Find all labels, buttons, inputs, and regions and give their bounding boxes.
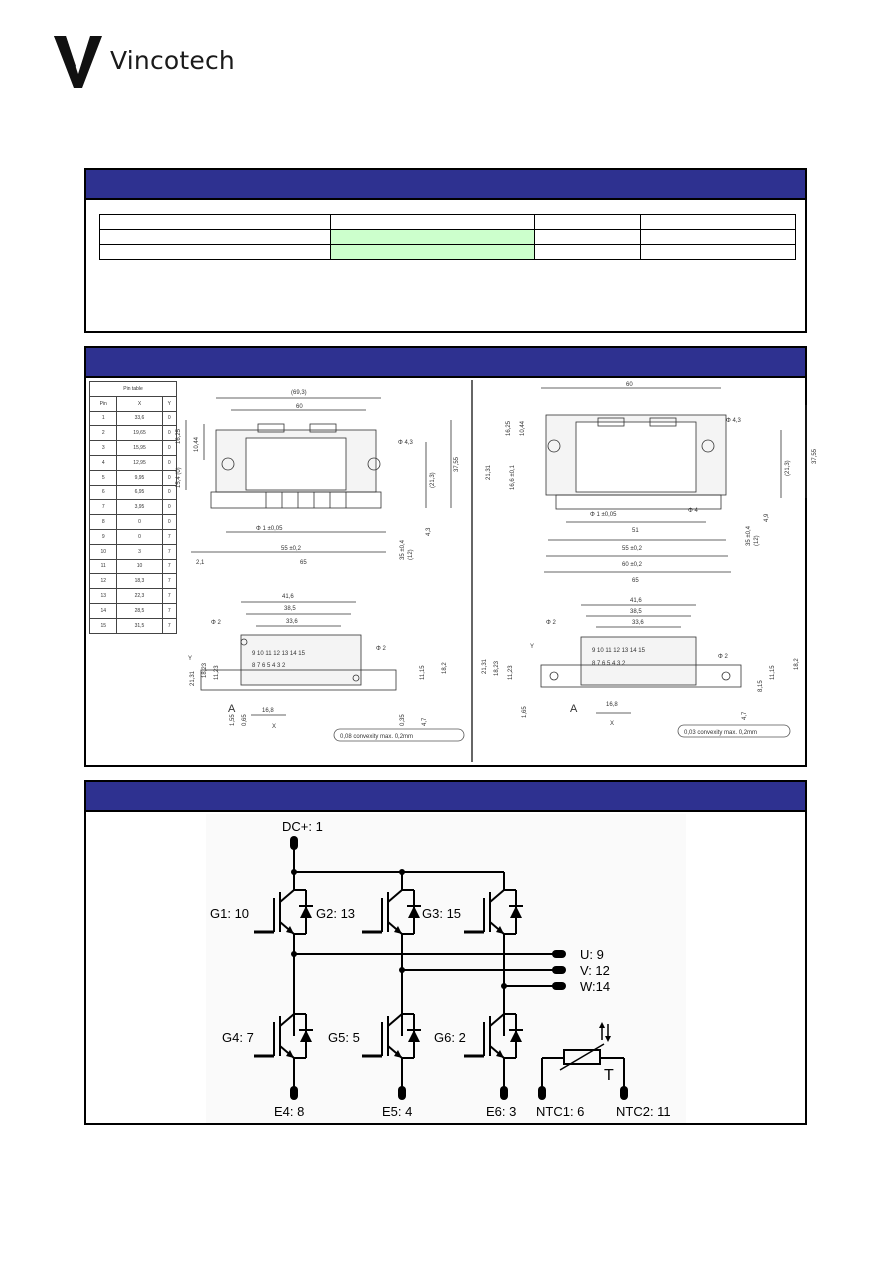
dim-text: 11,23 <box>508 665 514 680</box>
label-g6: G6: 2 <box>434 1030 466 1045</box>
dim-text: 37,55 <box>454 456 460 472</box>
table-cell <box>641 230 796 245</box>
dim-text: 1,65 <box>522 706 528 718</box>
dim-text: 16,6 ±0,1 <box>510 465 516 490</box>
dim-text: 2,1 <box>196 560 205 566</box>
dim-text: 38,5 <box>284 606 296 612</box>
dim-text: 18,2 <box>794 658 800 670</box>
dim-text: 41,6 <box>282 594 294 600</box>
label-e5: E5: 4 <box>382 1104 413 1119</box>
dim-text: 18,23 <box>494 660 500 676</box>
dim-text: 18,2 <box>442 662 448 674</box>
dim-text: 18,23 <box>202 662 208 678</box>
table-cell: 14 <box>90 603 117 618</box>
right-top-view <box>541 388 806 572</box>
dim-text: Φ 1 ±0,05 <box>590 512 617 518</box>
dim-text: 16,8 <box>262 708 274 714</box>
table-cell: 6 <box>90 485 117 500</box>
dim-text: A <box>228 703 236 715</box>
label-u: U: 9 <box>580 947 604 962</box>
table-cell: 15,95 <box>117 441 162 456</box>
table-cell <box>100 215 331 230</box>
table-cell: 0 <box>162 426 176 441</box>
table-cell <box>641 215 796 230</box>
dim-text: 41,6 <box>630 598 642 604</box>
dim-text: 4,7 <box>742 711 748 720</box>
dim-text: 16,8 <box>606 702 618 708</box>
convexity-note: 0,03 convexity max. 0,2mm <box>684 730 758 736</box>
pin-table-header: Y <box>162 396 176 411</box>
table-cell: 1 <box>90 411 117 426</box>
table-row <box>100 215 796 230</box>
dim-text: 55 ±0,2 <box>622 546 642 552</box>
dim-text: Φ 2 <box>546 620 556 626</box>
pin-labels: 9 10 11 12 13 14 15 <box>252 651 305 657</box>
dim-text: 65 <box>300 560 307 566</box>
convexity-note: 0,08 convexity max. 0,2mm <box>340 734 414 740</box>
label-t: T <box>604 1067 614 1084</box>
dim-text: Φ 4,3 <box>726 418 741 424</box>
dim-text: X <box>610 721 615 727</box>
dim-text: 8,15 <box>758 680 764 692</box>
dim-text: (21,3) <box>430 472 436 488</box>
table-cell: 3 <box>117 544 162 559</box>
label-e4: E4: 8 <box>274 1104 305 1119</box>
table-cell: 0 <box>162 470 176 485</box>
dim-text: 11,23 <box>214 665 220 680</box>
table-cell: 3,95 <box>117 500 162 515</box>
label-w: W:14 <box>580 979 611 994</box>
circuit-diagram <box>86 814 805 1123</box>
dim-text: A <box>570 703 578 715</box>
label-g4: G4: 7 <box>222 1030 254 1045</box>
table-cell: 6,95 <box>117 485 162 500</box>
dim-text: Y <box>530 644 535 650</box>
label-ntc1: NTC1: 6 <box>536 1104 585 1119</box>
table-cell: 4 <box>90 455 117 470</box>
circuit-panel-header <box>86 782 805 812</box>
dim-text: 4,3 <box>426 527 432 536</box>
dim-text: 4,7 <box>422 717 428 726</box>
pin-labels: 9 10 11 12 13 14 15 <box>592 648 645 654</box>
outline-panel-header <box>86 348 805 378</box>
table-cell <box>641 245 796 260</box>
dim-text: 55 ±0,2 <box>281 546 301 552</box>
table-cell: 9 <box>90 529 117 544</box>
table-cell: 0 <box>162 455 176 470</box>
table-cell: 0 <box>162 515 176 530</box>
dim-text: (12) <box>408 549 414 560</box>
left-top-view <box>186 398 451 552</box>
table-cell <box>535 245 641 260</box>
table-cell <box>100 230 331 245</box>
dim-text: Y <box>188 656 193 662</box>
ordering-panel-header <box>86 170 805 200</box>
dim-text: 15,4 (0) <box>176 467 182 488</box>
dim-text: 1,55 <box>230 714 236 726</box>
table-cell: 7 <box>162 544 176 559</box>
label-v: V: 12 <box>580 963 610 978</box>
table-cell: 19,65 <box>117 426 162 441</box>
vincotech-logo-mark <box>52 34 104 90</box>
label-ntc2: NTC2: 11 <box>616 1104 671 1119</box>
table-cell: 7 <box>162 618 176 633</box>
dim-text: 0,35 <box>400 714 406 726</box>
table-cell: 7 <box>90 500 117 515</box>
dim-text: 35 ±0,4 <box>400 540 406 560</box>
dim-text: 33,6 <box>632 620 644 626</box>
dim-text: (12) <box>754 535 760 546</box>
pin-table-header: Pin <box>90 396 117 411</box>
outline-drawing-svg <box>86 380 818 765</box>
dim-text: 33,6 <box>286 619 298 625</box>
label-e6: E6: 3 <box>486 1104 517 1119</box>
dim-text: 60 <box>626 382 633 388</box>
circuit-diagram-panel <box>84 780 807 1125</box>
table-cell-highlight <box>331 245 535 260</box>
pin-table-title: Pin table <box>90 382 177 397</box>
table-cell: 0 <box>117 515 162 530</box>
table-cell: 7 <box>162 589 176 604</box>
table-cell: 13 <box>90 589 117 604</box>
table-cell: 12 <box>90 574 117 589</box>
table-cell: 10 <box>117 559 162 574</box>
dim-text: X <box>272 724 277 730</box>
pin-labels: 8 7 6 5 4 3 2 <box>592 661 626 667</box>
dim-text: 16,25 <box>506 420 512 436</box>
table-cell: 11 <box>90 559 117 574</box>
table-row <box>100 245 796 260</box>
dim-text: Φ 2 <box>211 620 221 626</box>
ordering-table <box>99 214 796 260</box>
table-cell: 0 <box>162 441 176 456</box>
table-cell: 31,5 <box>117 618 162 633</box>
dim-text: 16,25 <box>176 428 182 444</box>
table-cell: 18,3 <box>117 574 162 589</box>
label-g1: G1: 10 <box>210 906 250 921</box>
label-dc-plus: DC+: 1 <box>282 819 323 834</box>
label-g5: G5: 5 <box>328 1030 360 1045</box>
dim-text: Φ 4,3 <box>398 440 413 446</box>
table-cell: 28,5 <box>117 603 162 618</box>
dim-text: 0,65 <box>242 714 248 726</box>
table-cell: 10 <box>90 544 117 559</box>
table-cell: 12,95 <box>117 455 162 470</box>
table-cell: 7 <box>162 559 176 574</box>
dim-text: 10,44 <box>520 420 526 436</box>
table-cell: 3 <box>90 441 117 456</box>
dim-text: 21,31 <box>486 464 492 480</box>
dim-text: 4,9 <box>764 513 770 522</box>
table-cell: 33,6 <box>117 411 162 426</box>
table-cell: 5 <box>90 470 117 485</box>
dim-text: 35 ±0,4 <box>746 526 752 546</box>
dim-text: Φ 4 <box>688 508 698 514</box>
table-cell: 15 <box>90 618 117 633</box>
dim-text: Φ 1 ±0,05 <box>256 526 283 532</box>
table-cell: 7 <box>162 529 176 544</box>
dim-text: 11,15 <box>420 665 426 680</box>
table-cell: 8 <box>90 515 117 530</box>
brand-name: Vincotech <box>110 46 235 75</box>
table-cell: 0 <box>162 485 176 500</box>
pin-table-header: X <box>117 396 162 411</box>
dim-text: (69,3) <box>291 390 307 396</box>
table-row <box>100 230 796 245</box>
pin-labels: 8 7 6 5 4 3 2 <box>252 663 286 669</box>
dim-text: 37,55 <box>812 448 818 464</box>
table-cell <box>535 230 641 245</box>
label-g3: G3: 15 <box>422 906 462 921</box>
dim-text: 51 <box>632 528 639 534</box>
dim-text: 11,15 <box>770 665 776 680</box>
left-bottom-view <box>201 602 396 715</box>
dim-text: 60 <box>296 404 303 410</box>
table-cell: 0 <box>162 411 176 426</box>
vincotech-logo <box>52 34 235 90</box>
outline-drawing <box>86 380 818 765</box>
dim-text: 65 <box>632 578 639 584</box>
table-cell: 0 <box>162 500 176 515</box>
dim-text: 10,44 <box>194 436 200 452</box>
table-cell: 7 <box>162 574 176 589</box>
outline-panel <box>84 346 818 767</box>
table-cell: 2 <box>90 426 117 441</box>
dim-text: Φ 2 <box>718 654 728 660</box>
dim-text: Φ 2 <box>376 646 386 652</box>
circuit-svg <box>86 814 805 1123</box>
table-cell: 22,3 <box>117 589 162 604</box>
table-cell <box>535 215 641 230</box>
table-cell: 0 <box>117 529 162 544</box>
table-cell-highlight <box>331 230 535 245</box>
dim-text: 21,31 <box>482 658 488 674</box>
dim-text: 60 ±0,2 <box>622 562 642 568</box>
dim-text: 38,5 <box>630 609 642 615</box>
dim-text: 21,31 <box>190 670 196 686</box>
dim-text: (21,3) <box>785 460 791 476</box>
table-cell <box>331 215 535 230</box>
table-cell: 9,95 <box>117 470 162 485</box>
ordering-code-panel <box>84 168 807 333</box>
label-g2: G2: 13 <box>316 906 356 921</box>
table-cell <box>100 245 331 260</box>
table-cell: 7 <box>162 603 176 618</box>
